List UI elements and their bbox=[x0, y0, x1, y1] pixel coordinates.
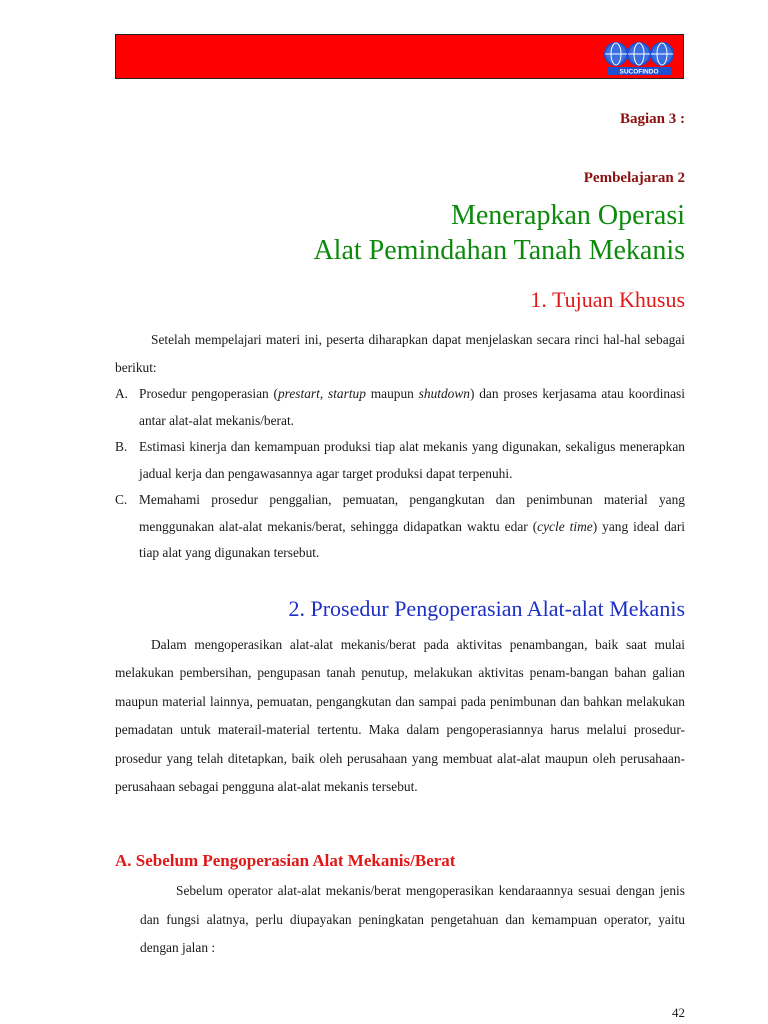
objectives-list bbox=[115, 381, 685, 567]
list-marker: C. bbox=[115, 492, 128, 507]
sucofindo-logo bbox=[603, 38, 675, 76]
list-marker: B. bbox=[115, 439, 128, 454]
section1-intro: Setelah mempelajari materi ini, peserta diharapkan dapat menjelaskan secara rinci hal-hal sebagai berikut: bbox=[115, 332, 685, 375]
svg-text:SUCOFINDO: SUCOFINDO bbox=[619, 68, 659, 76]
list-item: C. Memahami prosedur penggalian, pemuatan, pengangkutan dan penimbunan material yang menggunakan alat-alat mekanis/berat, sehingga didapatkan waktu edar (cycle time) yang ideal dari tiap alat yang digunakan tersebut. bbox=[115, 487, 685, 567]
page-number: 42 bbox=[672, 1005, 685, 1020]
page-title-line2: Alat Pemindahan Tanah Mekanis bbox=[313, 235, 685, 266]
section1-heading: 1. Tujuan Khusus bbox=[530, 287, 685, 312]
list-item: B. Estimasi kinerja dan kemampuan produksi tiap alat mekanis yang digunakan, sekaligus menerapkan jadual kerja dan pengawasannya agar target produksi dapat terpenuhi. bbox=[115, 434, 685, 487]
lesson-label: Pembelajaran 2 bbox=[583, 170, 685, 186]
list-marker: A. bbox=[115, 386, 129, 401]
section2-heading: 2. Prosedur Pengoperasian Alat-alat Mekanis bbox=[288, 596, 685, 621]
part-label: Bagian 3 : bbox=[619, 111, 685, 127]
page-title-line1: Menerapkan Operasi bbox=[450, 200, 685, 231]
list-item: A. Prosedur pengoperasian (prestart, startup maupun shutdown) dan proses kerjasama atau koordinasi antar alat-alat mekanis/berat. bbox=[115, 381, 685, 434]
subsection-a-heading: A. Sebelum Pengoperasian Alat Mekanis/Berat bbox=[115, 851, 456, 870]
subsection-a-body: Sebelum operator alat-alat mekanis/berat mengoperasikan kendaraannya sesuai dengan jenis dan fungsi alatnya, perlu diupayakan peningkatan pengetahuan dan kemampuan operator, yaitu dengan jalan : bbox=[140, 883, 685, 955]
header-bar bbox=[115, 34, 684, 79]
section2-body: Dalam mengoperasikan alat-alat mekanis/berat pada aktivitas penambangan, baik saat mulai melakukan pembersihan, pengupasan tanah penutup, melakukan aktivitas penam-bangan bahan galian maupun material lainnya, pemuatan, pengangkutan dan sampai pada penimbunan dan bahkan melakukan pemadatan untuk materail-material tertentu. Maka dalam pengoperasiannya harus melalui prosedur-prosedur yang telah ditetapkan, baik oleh perusahaan yang membuat alat-alat maupun oleh perusahaan-perusahaan sebagai pengguna alat-alat mekanis tersebut. bbox=[115, 637, 685, 795]
